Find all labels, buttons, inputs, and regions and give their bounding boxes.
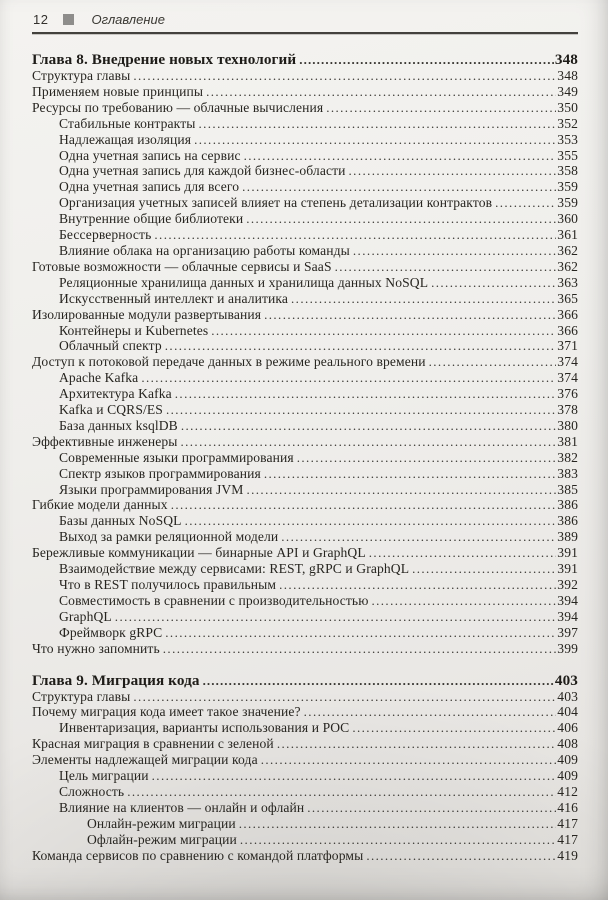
toc-entry-row — [32, 497, 578, 513]
toc-entry-row — [32, 68, 578, 84]
toc-entry-page-number: 404 — [557, 704, 578, 720]
toc-entry-title: Доступ к потоковой передаче данных в режиме реального времени — [32, 354, 426, 370]
toc-entry-page-number: 391 — [557, 545, 578, 561]
toc-entry-row — [32, 720, 578, 736]
toc-entry-title: Сложность — [59, 783, 125, 799]
toc-entry-title: Что в REST получилось правильным — [59, 577, 277, 592]
toc-entry-title: Цель миграции — [59, 768, 149, 784]
toc-entry-page-number: 394 — [557, 608, 578, 624]
toc-entry-page-number: 348 — [557, 68, 578, 83]
toc-entry-row — [32, 163, 578, 179]
toc-entry-title: Надлежащая изоляция — [59, 131, 192, 147]
toc-entry-row — [32, 100, 578, 116]
dot-leader — [165, 625, 556, 641]
toc-entry-row — [32, 768, 578, 784]
toc-entry-row — [32, 466, 578, 482]
toc-entry-page-number: 408 — [557, 736, 578, 752]
toc-entry-title: Структура главы — [32, 68, 131, 83]
toc-entry-row — [32, 227, 578, 243]
dot-leader — [371, 593, 556, 609]
running-head-section-title: Оглавление — [91, 12, 165, 27]
dot-leader — [264, 466, 556, 482]
toc-entry-row — [32, 609, 578, 625]
dot-leader — [203, 672, 554, 689]
toc-entry-title: Красная миграция в сравнении с зеленой — [32, 736, 274, 752]
toc-entry-page-number: 352 — [557, 115, 578, 131]
toc-entry-row — [32, 450, 578, 466]
toc-entry-page-number: 380 — [557, 417, 578, 433]
dot-leader — [194, 132, 556, 148]
dot-leader — [299, 51, 554, 68]
toc-entry-title: Влияние на клиентов — онлайн и офлайн — [59, 799, 305, 815]
toc-entry-title: Офлайн-режим миграции — [87, 831, 237, 847]
toc-entry-page-number: 363 — [557, 274, 578, 290]
toc-entry-page-number: 403 — [557, 688, 578, 704]
toc-entry-row — [32, 259, 578, 275]
dot-leader — [242, 179, 556, 195]
toc-entry-title: Инвентаризация, варианты использования и POC — [59, 720, 350, 736]
toc-entry-row — [32, 338, 578, 354]
chapter-heading-row — [32, 51, 578, 68]
dot-leader — [244, 148, 557, 164]
toc-entry-row — [32, 704, 578, 720]
toc-entry-title: Изолированные модули развертывания — [32, 306, 262, 322]
dot-leader — [246, 211, 556, 227]
dot-leader — [349, 163, 557, 179]
toc-entry-page-number: 386 — [557, 513, 578, 529]
chapter-page-number: 348 — [554, 51, 578, 68]
toc-entry-page-number: 381 — [557, 433, 578, 449]
dot-leader — [297, 450, 557, 466]
chapter-page-number: 403 — [554, 671, 578, 689]
toc-entry-title: Базы данных NoSQL — [59, 513, 182, 529]
dot-leader — [185, 513, 557, 529]
toc-entry-page-number: 419 — [557, 847, 578, 863]
dot-leader — [352, 720, 556, 736]
dot-leader — [264, 307, 556, 323]
toc-entry-title: Влияние облака на организацию работы команды — [59, 242, 350, 258]
toc-entry-row — [32, 752, 578, 768]
toc-entry-row — [32, 832, 578, 848]
toc-entry-row — [32, 148, 578, 164]
toc-entry-title: База данных ksqlDB — [59, 417, 178, 433]
toc-entry-page-number: 350 — [557, 99, 578, 115]
toc-entry-page-number: 358 — [557, 163, 578, 179]
toc-entry-title: Бессерверность — [59, 227, 152, 243]
dot-leader — [133, 689, 556, 705]
dot-leader — [133, 68, 556, 84]
dot-leader — [239, 816, 557, 832]
chapter-section — [32, 672, 578, 864]
dot-leader — [261, 752, 557, 768]
toc-entry-row — [32, 370, 578, 386]
toc-entry-title: Команда сервисов по сравнению с командой платформы — [32, 847, 364, 863]
toc-entry-title: Применяем новые принципы — [32, 83, 204, 99]
toc-entry-page-number: 366 — [557, 306, 578, 322]
dot-leader — [246, 482, 556, 498]
toc-entry-title: Kafka и CQRS/ES — [59, 402, 163, 418]
toc-entry-page-number: 349 — [557, 83, 578, 99]
dot-leader — [369, 545, 557, 561]
toc-entry-title: GraphQL — [59, 608, 112, 624]
toc-entry-title: Элементы надлежащей миграции кода — [32, 752, 258, 768]
toc-entry-page-number: 362 — [557, 242, 578, 258]
dot-leader — [281, 529, 556, 545]
toc-entry-title: Apache Kafka — [59, 370, 139, 386]
toc-entry-row — [32, 84, 578, 100]
toc-entry-page-number: 353 — [557, 131, 578, 147]
dot-leader — [171, 497, 557, 513]
toc-entry-row — [32, 800, 578, 816]
toc-entry-page-number: 417 — [557, 815, 578, 831]
dot-leader — [163, 641, 557, 657]
toc-entry-title: Ресурсы по требованию — облачные вычисления — [32, 99, 324, 115]
toc-entry-page-number: 406 — [557, 720, 578, 736]
dot-leader — [495, 195, 556, 211]
toc-entry-row — [32, 561, 578, 577]
toc-entry-title: Облачный спектр — [59, 338, 162, 354]
dot-leader — [175, 386, 557, 402]
table-of-contents — [32, 51, 578, 864]
toc-entry-row — [32, 386, 578, 402]
toc-entry-title: Реляционные хранилища данных и хранилища данных NoSQL — [59, 274, 429, 290]
dot-leader — [240, 832, 556, 848]
toc-entry-page-number: 359 — [557, 179, 578, 195]
toc-entry-page-number: 416 — [557, 799, 578, 815]
toc-entry-page-number: 397 — [557, 624, 578, 640]
dot-leader — [152, 768, 557, 784]
dot-leader — [366, 848, 556, 864]
dot-leader — [277, 736, 556, 752]
dot-leader — [181, 418, 556, 434]
toc-entry-page-number: 386 — [557, 497, 578, 513]
chapter-title: Глава 8. Внедрение новых технологий — [32, 51, 297, 68]
toc-entry-row — [32, 354, 578, 370]
toc-entry-page-number: 366 — [557, 322, 578, 338]
toc-entry-row — [32, 434, 578, 450]
toc-entry-row — [32, 307, 578, 323]
toc-entry-title: Стабильные контракты — [59, 115, 196, 131]
toc-entry-title: Совместимость в сравнении с производительностью — [59, 592, 369, 608]
toc-entry-page-number: 383 — [557, 465, 578, 481]
dot-leader — [127, 784, 556, 800]
toc-entry-title: Бережливые коммуникации — бинарные API и GraphQL — [32, 545, 366, 561]
toc-entry-row — [32, 784, 578, 800]
dot-leader — [412, 561, 556, 577]
chapter-title: Глава 9. Миграция кода — [32, 671, 200, 689]
dot-leader — [154, 227, 556, 243]
dot-leader — [166, 402, 556, 418]
toc-entry-page-number: 409 — [557, 768, 578, 784]
toc-entry-title: Готовые возможности — облачные сервисы и SaaS — [32, 258, 332, 274]
toc-entry-title: Современные языки программирования — [59, 449, 294, 465]
chapter-heading-row — [32, 672, 578, 689]
toc-entry-row — [32, 116, 578, 132]
toc-entry-title: Внутренние общие библиотеки — [59, 211, 244, 227]
toc-entry-title: Фреймворк gRPC — [59, 624, 163, 640]
toc-entry-title: Выход за рамки реляционной модели — [59, 529, 279, 545]
toc-entry-title: Архитектура Kafka — [59, 386, 172, 402]
toc-entry-row — [32, 545, 578, 561]
toc-entry-page-number: 389 — [557, 529, 578, 545]
toc-entry-page-number: 409 — [557, 752, 578, 768]
toc-entry-page-number: 391 — [557, 561, 578, 577]
toc-entry-row — [32, 625, 578, 641]
toc-entry-page-number: 362 — [557, 258, 578, 274]
toc-entry-page-number: 371 — [557, 338, 578, 354]
toc-entry-row — [32, 179, 578, 195]
toc-entry-title: Языки программирования JVM — [59, 481, 244, 497]
toc-entry-page-number: 374 — [557, 370, 578, 386]
toc-entry-title: Эффективные инженеры — [32, 433, 178, 449]
toc-entry-row — [32, 848, 578, 864]
toc-entry-page-number: 365 — [557, 290, 578, 306]
dot-leader — [353, 243, 556, 259]
toc-entry-row — [32, 513, 578, 529]
toc-entry-page-number: 385 — [557, 481, 578, 497]
toc-entry-row — [32, 402, 578, 418]
folio-page-number: 12 — [33, 12, 49, 27]
dot-leader — [206, 84, 556, 100]
dot-leader — [326, 100, 556, 116]
toc-entry-row — [32, 641, 578, 657]
dot-leader — [180, 434, 556, 450]
toc-entry-page-number: 399 — [557, 640, 578, 656]
toc-entry-row — [32, 529, 578, 545]
dot-leader — [431, 275, 556, 291]
toc-entry-row — [32, 211, 578, 227]
dot-leader — [279, 577, 556, 593]
dot-leader — [335, 259, 557, 275]
toc-entry-row — [32, 577, 578, 593]
dot-leader — [304, 704, 557, 720]
toc-entry-title: Взаимодействие между сервисами: REST, gRPC и GraphQL — [59, 561, 410, 577]
toc-entry-row — [32, 195, 578, 211]
toc-entry-title: Одна учетная запись на сервис — [59, 147, 241, 163]
toc-entry-page-number: 360 — [557, 211, 578, 227]
toc-entry-title: Гибкие модели данных — [32, 497, 168, 513]
toc-entry-page-number: 394 — [557, 592, 578, 608]
toc-entry-row — [32, 291, 578, 307]
dot-leader — [115, 609, 557, 625]
dot-leader — [165, 338, 557, 354]
toc-entry-page-number: 376 — [557, 386, 578, 402]
toc-entry-title: Структура главы — [32, 688, 131, 704]
toc-entry-row — [32, 689, 578, 705]
toc-entry-row — [32, 323, 578, 339]
dot-leader — [307, 800, 556, 816]
toc-entry-title: Почему миграция кода имеет такое значение? — [32, 704, 301, 720]
chapter-section — [32, 51, 578, 657]
toc-entry-page-number: 361 — [557, 227, 578, 243]
dot-leader — [429, 354, 557, 370]
toc-entry-title: Контейнеры и Kubernetes — [59, 322, 209, 338]
toc-entry-page-number: 382 — [557, 449, 578, 465]
toc-entry-page-number: 374 — [557, 354, 578, 370]
section-marker-square-icon — [63, 14, 74, 25]
toc-entry-title: Что нужно запомнить — [32, 640, 160, 656]
toc-entry-page-number: 417 — [557, 831, 578, 847]
toc-entry-row — [32, 816, 578, 832]
toc-entry-title: Организация учетных записей влияет на степень детализации контрактов — [59, 195, 493, 211]
header-rule — [32, 32, 578, 34]
running-head — [32, 12, 578, 27]
toc-entry-page-number: 412 — [557, 783, 578, 799]
toc-entry-row — [32, 418, 578, 434]
toc-entry-title: Искусственный интеллект и аналитика — [59, 290, 289, 306]
toc-entry-page-number: 359 — [557, 195, 578, 211]
toc-entry-page-number: 355 — [557, 147, 578, 163]
toc-entry-row — [32, 243, 578, 259]
toc-entry-title: Одна учетная запись для каждой бизнес-области — [59, 163, 346, 179]
toc-entry-row — [32, 482, 578, 498]
toc-entry-row — [32, 275, 578, 291]
toc-entry-row — [32, 736, 578, 752]
toc-entry-title: Спектр языков программирования — [59, 465, 261, 481]
dot-leader — [198, 116, 556, 132]
toc-entry-row — [32, 132, 578, 148]
toc-entry-row — [32, 593, 578, 609]
toc-entry-title: Онлайн-режим миграции — [87, 815, 236, 831]
dot-leader — [211, 323, 556, 339]
toc-entry-page-number: 392 — [557, 577, 578, 592]
dot-leader — [291, 291, 556, 307]
toc-entry-page-number: 378 — [557, 402, 578, 418]
toc-entry-title: Одна учетная запись для всего — [59, 179, 240, 195]
dot-leader — [141, 370, 556, 386]
